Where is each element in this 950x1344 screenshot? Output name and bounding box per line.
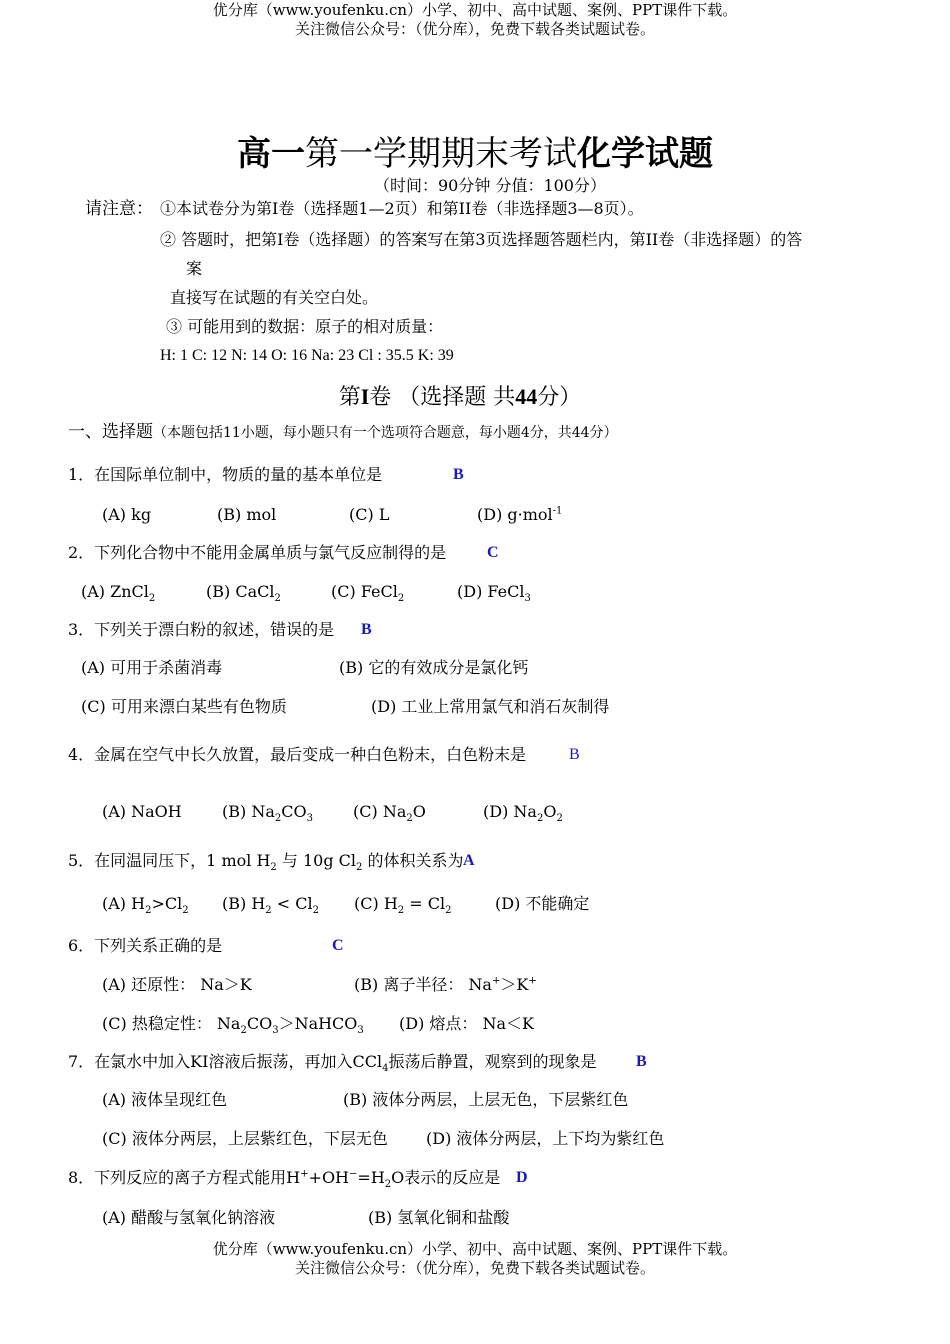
q7-stem-b: 振荡后静置，观察到的现象是 [388,1052,597,1071]
q5-answer: A [463,852,475,869]
q8-sup-plus: + [300,1168,309,1180]
q6-answer: C [332,937,344,954]
q1-option-b: (B) mol [217,505,277,524]
q6-option-c [102,1014,364,1037]
q4-d-sub-1: 2 [536,813,544,825]
q4-option-a: (A) NaOH [102,802,182,821]
q4-option-d [483,802,563,825]
q4-stem: 4．金属在空气中长久放置，最后变成一种白色粉末，白色粉末是 [68,745,527,764]
q6-c-sub-2: 3 [272,1025,279,1037]
q7-option-c: (C) 液体分两层，上层紫红色，下层无色 [102,1129,388,1148]
q4-option-b [222,802,313,825]
q8-sup-minus: − [349,1168,358,1180]
q8-answer: D [516,1169,528,1186]
q8-stem-d: O表示的反应是 [391,1168,501,1187]
q2-option-d-sub: 3 [524,593,531,605]
q8-sub: 2 [384,1179,392,1191]
notes-label: 请注意： [85,199,153,219]
q6-b-2: ＞K [500,975,529,994]
q5-option-a [102,894,189,917]
q2-option-d [457,582,531,605]
q4-b-1: (B) Na [222,802,275,821]
q8-stem [68,1168,501,1191]
q3-option-c: (C) 可用来漂白某些有色物质 [81,697,287,716]
q7-option-b: (B) 液体分两层，上层无色，下层紫红色 [343,1090,629,1109]
header-line-2: 关注微信公众号：（优分库），免费下载各类试题试卷。 [294,20,655,38]
footer-line-1: 优分库（www.youfenku.cn）小学、初中、高中试题、案例、PPT课件下载。 [212,1240,738,1258]
q6-b-1: (B) 离子半径： Na [354,975,492,994]
q2-option-d-text: (D) FeCl [457,582,525,601]
q4-c-1: (C) Na [353,802,407,821]
q5-b-1: (B) H [222,894,266,913]
part-desc: （本题包括11小题，每小题只有一个选项符合题意，每小题4分，共44分） [153,425,618,441]
q5-c-2: = Cl [404,894,446,913]
atomic-masses: H: 1 C: 12 N: 14 O: 16 Na: 23 Cl : 35.5 K: 39 [160,347,454,364]
q5-a-sub-2: 2 [182,905,189,917]
title-part-1: 高一 [237,134,305,174]
q6-option-b [354,975,537,995]
subtitle: （时间：90分钟 分值：100分） [374,176,606,195]
q4-d-sub-2: 2 [556,813,563,825]
q6-c-3: ＞NaHCO [278,1014,358,1033]
q5-stem-sub-1: 2 [270,862,277,874]
q4-b-sub-1: 2 [274,813,282,825]
q1-option-d-text: (D) g·mol [477,505,553,524]
part-heading [68,422,618,443]
q3-option-b: (B) 它的有效成分是氯化钙 [339,658,529,677]
q6-option-a: (A) 还原性： Na＞K [102,975,252,994]
q1-option-d-sup: -1 [552,505,563,517]
title-part-2: 第一学期期末考试 [305,134,577,174]
q2-stem: 2．下列化合物中不能用金属单质与氯气反应制得的是 [68,543,447,562]
q8-stem-a: 8．下列反应的离子方程式能用H [68,1168,301,1187]
q7-stem-a: 7．在氯水中加入KI溶液后振荡，再加入CCl [68,1052,383,1071]
q5-option-c [354,894,452,917]
q4-c-2: O [412,802,426,821]
note-1: ①本试卷分为第I卷（选择题1—2页）和第II卷（非选择题3—8页）。 [160,199,644,218]
q4-d-1: (D) Na [483,802,537,821]
section-score: 44 [515,384,538,409]
q5-a-sub-1: 2 [145,905,152,917]
q8-stem-c: =H [357,1168,385,1187]
q2-option-b [206,582,281,605]
q5-stem-b: 与 10g Cl [276,851,357,870]
q6-option-d: (D) 熔点： Na＜K [399,1014,534,1033]
q6-b-sup-2: + [528,975,537,987]
title-part-3: 化学试题 [577,134,713,174]
q2-answer: C [487,544,499,561]
q5-a-1: (A) H [102,894,146,913]
q5-b-sub-1: 2 [265,905,272,917]
q1-answer: B [453,466,464,483]
note-2c: 直接写在试题的有关空白处。 [170,288,379,307]
q6-c-1: (C) 热稳定性： Na [102,1014,241,1033]
note-3: ③ 可能用到的数据：原子的相对质量： [166,317,444,336]
q2-option-a-sub: 2 [148,593,156,605]
q5-option-d: (D) 不能确定 [495,894,590,913]
q6-c-sub-1: 2 [240,1025,247,1037]
q4-d-2: O [543,802,557,821]
q5-stem-sub-2: 2 [356,862,363,874]
q7-option-a: (A) 液体呈现红色 [102,1090,228,1109]
q7-stem-sub: 4 [382,1063,389,1075]
q5-b-2: < Cl [271,894,313,913]
q5-c-sub-1: 2 [397,905,405,917]
q3-answer: B [361,621,372,638]
q1-option-a: (A) kg [102,505,152,524]
q3-stem: 3．下列关于漂白粉的叙述，错误的是 [68,620,335,639]
q6-c-2: CO [246,1014,273,1033]
q7-stem [68,1052,597,1075]
q2-option-c-text: (C) FeCl [331,582,398,601]
note-2a: ② 答题时，把第I卷（选择题）的答案写在第3页选择题答题栏内，第II卷（非选择题）的答 [160,230,803,249]
q2-option-a [81,582,156,605]
note-2b: 案 [186,259,203,278]
q4-answer: B [569,746,580,763]
q6-b-sup-1: + [491,975,501,987]
q8-option-b: (B) 氢氧化铜和盐酸 [368,1208,510,1227]
q6-c-sub-3: 3 [357,1025,364,1037]
section-heading [0,384,920,411]
q2-option-b-text: (B) CaCl [206,582,275,601]
q1-option-c: (C) L [349,505,390,524]
q4-option-c [353,802,426,825]
q2-option-c [331,582,405,605]
q7-option-d: (D) 液体分两层，上下均为紫红色 [426,1129,665,1148]
section-prefix: 第 [338,385,361,410]
q7-answer: B [636,1053,647,1070]
q1-stem: 1．在国际单位制中，物质的量的基本单位是 [68,465,383,484]
q2-option-c-sub: 2 [397,593,405,605]
q8-option-a: (A) 醋酸与氢氧化钠溶液 [102,1208,276,1227]
q2-option-b-sub: 2 [274,593,281,605]
q5-option-b [222,894,319,917]
q5-b-sub-2: 2 [312,905,319,917]
section-suffix: 分） [537,385,582,410]
q3-option-a: (A) 可用于杀菌消毒 [81,658,223,677]
q4-b-sub-2: 3 [306,813,313,825]
section-roman: I [360,384,370,409]
q3-option-d: (D) 工业上常用氯气和消石灰制得 [371,697,610,716]
q5-c-1: (C) H [354,894,398,913]
q1-option-d [477,505,562,525]
section-middle: 卷 （选择题 共 [369,385,516,410]
q5-c-sub-2: 2 [445,905,452,917]
q8-stem-b: +OH [308,1168,350,1187]
footer-line-2: 关注微信公众号：（优分库），免费下载各类试题试卷。 [294,1259,655,1277]
q6-stem: 6．下列关系正确的是 [68,936,223,955]
q5-a-2: >Cl [151,894,183,913]
q5-stem-a: 5．在同温同压下，1 mol H [68,851,271,870]
q5-stem-c: 的体积关系为 [362,851,464,870]
q2-option-a-text: (A) ZnCl [81,582,149,601]
q4-c-sub: 2 [406,813,413,825]
q5-stem [68,851,464,874]
q4-b-2: CO [281,802,307,821]
header-line-1: 优分库（www.youfenku.cn）小学、初中、高中试题、案例、PPT课件下载。 [212,1,738,19]
page-title [0,134,950,174]
part-title: 一、选择题 [68,422,153,442]
